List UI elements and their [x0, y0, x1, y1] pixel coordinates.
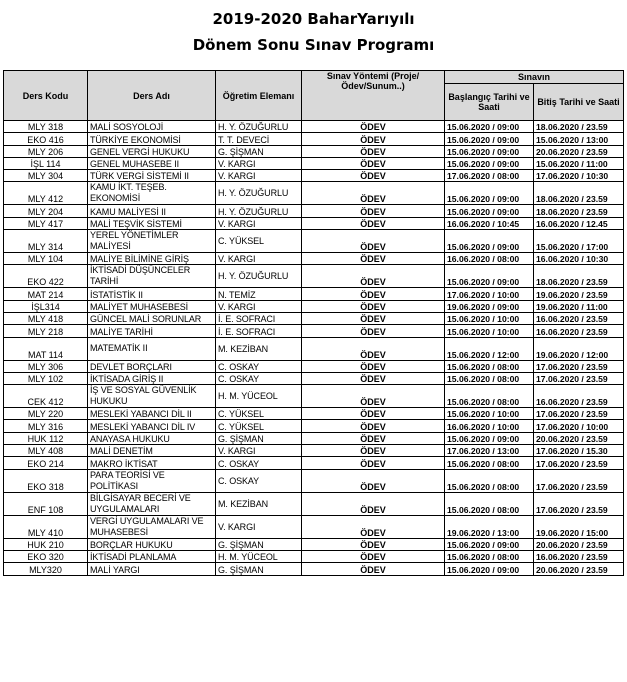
instructor-cell: G. ŞİŞMAN: [216, 563, 302, 575]
instructor-cell: H. Y. ÖZUĞURLU: [216, 182, 302, 205]
exam-method-cell: ÖDEV: [302, 265, 445, 288]
end-datetime-cell: 20.06.2020 / 23.59: [534, 563, 624, 575]
exam-method-cell: ÖDEV: [302, 300, 445, 312]
start-datetime-cell: 15.06.2020 / 09:00: [445, 157, 534, 169]
exam-method-cell: ÖDEV: [302, 432, 445, 444]
end-datetime-cell: 17.06.2020 / 23.59: [534, 360, 624, 372]
exam-method-cell: ÖDEV: [302, 325, 445, 337]
end-datetime-cell: 17.06.2020 / 23.59: [534, 457, 624, 469]
instructor-cell: G. ŞİŞMAN: [216, 538, 302, 550]
end-datetime-cell: 17.06.2020 / 10:00: [534, 420, 624, 432]
course-code-cell: MLY 304: [4, 170, 88, 182]
end-datetime-cell: 17.06.2020 / 23.59: [534, 372, 624, 384]
start-datetime-cell: 15.06.2020 / 09:00: [445, 230, 534, 253]
course-code-cell: MLY 206: [4, 145, 88, 157]
instructor-cell: H. M. YÜCEOL: [216, 385, 302, 408]
course-code-cell: MAT 114: [4, 337, 88, 360]
course-code-cell: MLY 220: [4, 408, 88, 420]
instructor-cell: M. KEZİBAN: [216, 337, 302, 360]
table-row: [4, 325, 624, 337]
course-name-cell: MALİ YARGI: [88, 563, 216, 575]
table-row: [4, 300, 624, 312]
start-datetime-cell: 15.06.2020 / 08:00: [445, 372, 534, 384]
header-instructor: Öğretim Elemanı: [216, 71, 302, 121]
table-row: [4, 312, 624, 324]
table-row: [4, 182, 624, 205]
table-row: [4, 360, 624, 372]
start-datetime-cell: 16.06.2020 / 10:45: [445, 217, 534, 229]
table-row: [4, 538, 624, 550]
end-datetime-cell: 19.06.2020 / 12:00: [534, 337, 624, 360]
exam-method-cell: ÖDEV: [302, 337, 445, 360]
course-code-cell: MLY320: [4, 563, 88, 575]
header-code: Ders Kodu: [4, 71, 88, 121]
course-code-cell: CEK 412: [4, 385, 88, 408]
course-name-cell: BORÇLAR HUKUKU: [88, 538, 216, 550]
start-datetime-cell: 15.06.2020 / 08:00: [445, 360, 534, 372]
end-datetime-cell: 18.06.2020 / 23.59: [534, 121, 624, 133]
exam-method-cell: ÖDEV: [302, 312, 445, 324]
start-datetime-cell: 15.06.2020 / 08:00: [445, 492, 534, 515]
exam-method-cell: ÖDEV: [302, 360, 445, 372]
start-datetime-cell: 17.06.2020 / 08:00: [445, 170, 534, 182]
exam-method-cell: ÖDEV: [302, 182, 445, 205]
start-datetime-cell: 15.06.2020 / 09:00: [445, 563, 534, 575]
instructor-cell: C. YÜKSEL: [216, 420, 302, 432]
exam-schedule-table: [3, 62, 624, 576]
exam-method-cell: ÖDEV: [302, 205, 445, 217]
instructor-cell: G. ŞİŞMAN: [216, 145, 302, 157]
table-row: [4, 337, 624, 360]
course-name-cell: MALİYE TARİHİ: [88, 325, 216, 337]
start-datetime-cell: 15.06.2020 / 09:00: [445, 182, 534, 205]
course-name-cell: MALİYET MUHASEBESİ: [88, 300, 216, 312]
end-datetime-cell: 17.06.2020 / 15.30: [534, 445, 624, 457]
instructor-cell: M. KEZİBAN: [216, 492, 302, 515]
course-code-cell: MLY 316: [4, 420, 88, 432]
table-row: [4, 288, 624, 300]
course-code-cell: MLY 418: [4, 312, 88, 324]
table-row: [4, 420, 624, 432]
instructor-cell: C. OSKAY: [216, 372, 302, 384]
table-row: [4, 457, 624, 469]
instructor-cell: İ. E. SOFRACI: [216, 325, 302, 337]
page-title: 2019-2020 BaharYarıyılı: [212, 10, 415, 28]
end-datetime-cell: 16.06.2020 / 12.45: [534, 217, 624, 229]
table-row: [4, 157, 624, 169]
table-row: [4, 563, 624, 575]
start-datetime-cell: 19.06.2020 / 09:00: [445, 300, 534, 312]
course-code-cell: EKO 214: [4, 457, 88, 469]
end-datetime-cell: 16.06.2020 / 10:30: [534, 253, 624, 265]
header-name: Ders Adı: [88, 71, 216, 121]
end-datetime-cell: 15.06.2020 / 13:00: [534, 133, 624, 145]
exam-method-cell: ÖDEV: [302, 408, 445, 420]
instructor-cell: V. KARGI: [216, 217, 302, 229]
course-name-cell: GENEL MUHASEBE II: [88, 157, 216, 169]
course-code-cell: MLY 412: [4, 182, 88, 205]
course-code-cell: MLY 410: [4, 515, 88, 538]
course-code-cell: İŞL314: [4, 300, 88, 312]
course-code-cell: MLY 218: [4, 325, 88, 337]
exam-method-cell: ÖDEV: [302, 538, 445, 550]
table-row: [4, 432, 624, 444]
course-code-cell: İŞL 114: [4, 157, 88, 169]
exam-method-cell: ÖDEV: [302, 230, 445, 253]
header-method: Sınav Yöntemi (Proje/Ödev/Sunum..): [302, 71, 445, 121]
course-code-cell: MLY 318: [4, 121, 88, 133]
course-code-cell: EKO 422: [4, 265, 88, 288]
exam-method-cell: ÖDEV: [302, 515, 445, 538]
instructor-cell: C. OSKAY: [216, 457, 302, 469]
course-name-cell: MALİ DENETİM: [88, 445, 216, 457]
table-row: [4, 445, 624, 457]
course-name-cell: TÜRK VERGİ SİSTEMİ II: [88, 170, 216, 182]
end-datetime-cell: 18.06.2020 / 23.59: [534, 265, 624, 288]
header-exam-group: Sınavın: [445, 71, 624, 84]
exam-method-cell: ÖDEV: [302, 550, 445, 562]
course-name-cell: MALİ SOSYOLOJİ: [88, 121, 216, 133]
exam-method-cell: ÖDEV: [302, 170, 445, 182]
course-code-cell: MLY 204: [4, 205, 88, 217]
table-body: [4, 121, 624, 576]
exam-method-cell: ÖDEV: [302, 217, 445, 229]
exam-method-cell: ÖDEV: [302, 563, 445, 575]
end-datetime-cell: 15.06.2020 / 17:00: [534, 230, 624, 253]
course-code-cell: MLY 104: [4, 253, 88, 265]
start-datetime-cell: 15.06.2020 / 08:00: [445, 457, 534, 469]
table-row: [4, 145, 624, 157]
course-code-cell: EKO 318: [4, 469, 88, 492]
end-datetime-cell: 20.06.2020 / 23.59: [534, 145, 624, 157]
course-code-cell: MLY 314: [4, 230, 88, 253]
table-row: [4, 205, 624, 217]
header-end: Bitiş Tarihi ve Saati: [534, 84, 624, 121]
table-row: [4, 170, 624, 182]
exam-method-cell: ÖDEV: [302, 492, 445, 515]
course-name-cell: İSTATİSTİK II: [88, 288, 216, 300]
table-row: [4, 253, 624, 265]
course-code-cell: MLY 306: [4, 360, 88, 372]
start-datetime-cell: 15.06.2020 / 09:00: [445, 133, 534, 145]
end-datetime-cell: 20.06.2020 / 23.59: [534, 538, 624, 550]
exam-method-cell: ÖDEV: [302, 157, 445, 169]
start-datetime-cell: 15.06.2020 / 10:00: [445, 408, 534, 420]
course-code-cell: EKO 416: [4, 133, 88, 145]
course-name-cell: KAMU İKT. TEŞEB. EKONOMİSİ: [88, 182, 216, 205]
course-name-cell: İŞ VE SOSYAL GÜVENLİK HUKUKU: [88, 385, 216, 408]
exam-method-cell: ÖDEV: [302, 445, 445, 457]
end-datetime-cell: 17.06.2020 / 23.59: [534, 408, 624, 420]
start-datetime-cell: 15.06.2020 / 08:00: [445, 550, 534, 562]
start-datetime-cell: 16.06.2020 / 10:00: [445, 420, 534, 432]
instructor-cell: C. OSKAY: [216, 360, 302, 372]
course-name-cell: VERGİ UYGULAMALARI VE MUHASEBESİ: [88, 515, 216, 538]
course-code-cell: MAT 214: [4, 288, 88, 300]
end-datetime-cell: 16.06.2020 / 23.59: [534, 550, 624, 562]
exam-method-cell: ÖDEV: [302, 420, 445, 432]
course-name-cell: GENEL VERGİ HUKUKU: [88, 145, 216, 157]
course-name-cell: BİLGİSAYAR BECERİ VE UYGULAMALARI: [88, 492, 216, 515]
course-name-cell: YEREL YÖNETİMLER MALİYESİ: [88, 230, 216, 253]
table-row: [4, 230, 624, 253]
start-datetime-cell: 17.06.2020 / 13:00: [445, 445, 534, 457]
exam-method-cell: ÖDEV: [302, 121, 445, 133]
instructor-cell: H. Y. ÖZUĞURLU: [216, 121, 302, 133]
header-row: [4, 71, 624, 84]
course-name-cell: İKTİSADİ DÜŞÜNCELER TARİHİ: [88, 265, 216, 288]
instructor-cell: V. KARGI: [216, 170, 302, 182]
table-row: [4, 385, 624, 408]
table-row: [4, 372, 624, 384]
end-datetime-cell: 17.06.2020 / 23.59: [534, 469, 624, 492]
end-datetime-cell: 16.06.2020 / 23.59: [534, 385, 624, 408]
end-datetime-cell: 15.06.2020 / 11:00: [534, 157, 624, 169]
end-datetime-cell: 17.06.2020 / 10:30: [534, 170, 624, 182]
end-datetime-cell: 18.06.2020 / 23.59: [534, 205, 624, 217]
course-name-cell: İKTİSADİ PLANLAMA: [88, 550, 216, 562]
table-row: [4, 408, 624, 420]
start-datetime-cell: 15.06.2020 / 09:00: [445, 145, 534, 157]
end-datetime-cell: 16.06.2020 / 23.59: [534, 325, 624, 337]
course-name-cell: DEVLET BORÇLARI: [88, 360, 216, 372]
instructor-cell: V. KARGI: [216, 300, 302, 312]
exam-method-cell: ÖDEV: [302, 385, 445, 408]
exam-method-cell: ÖDEV: [302, 288, 445, 300]
course-name-cell: MESLEKİ YABANCI DİL II: [88, 408, 216, 420]
instructor-cell: G. ŞİŞMAN: [216, 432, 302, 444]
exam-method-cell: ÖDEV: [302, 469, 445, 492]
start-datetime-cell: 15.06.2020 / 10:00: [445, 325, 534, 337]
start-datetime-cell: 15.06.2020 / 09:00: [445, 432, 534, 444]
end-datetime-cell: 17.06.2020 / 23.59: [534, 492, 624, 515]
course-name-cell: MALİYE BİLİMİNE GİRİŞ: [88, 253, 216, 265]
instructor-cell: C. YÜKSEL: [216, 408, 302, 420]
start-datetime-cell: 15.06.2020 / 12:00: [445, 337, 534, 360]
start-datetime-cell: 15.06.2020 / 09:00: [445, 121, 534, 133]
end-datetime-cell: 19.06.2020 / 23.59: [534, 288, 624, 300]
instructor-cell: V. KARGI: [216, 445, 302, 457]
page-subtitle: Dönem Sonu Sınav Programı: [192, 36, 435, 54]
start-datetime-cell: 17.06.2020 / 10:00: [445, 288, 534, 300]
start-datetime-cell: 15.06.2020 / 09:00: [445, 205, 534, 217]
course-name-cell: TÜRKİYE EKONOMİSİ: [88, 133, 216, 145]
table-row: [4, 265, 624, 288]
start-datetime-cell: 15.06.2020 / 10:00: [445, 312, 534, 324]
instructor-cell: H. Y. ÖZUĞURLU: [216, 205, 302, 217]
end-datetime-cell: 20.06.2020 / 23.59: [534, 432, 624, 444]
course-name-cell: MESLEKİ YABANCI DİL IV: [88, 420, 216, 432]
end-datetime-cell: 19.06.2020 / 11:00: [534, 300, 624, 312]
course-code-cell: ENF 108: [4, 492, 88, 515]
start-datetime-cell: 15.06.2020 / 08:00: [445, 385, 534, 408]
course-name-cell: İKTİSADA GİRİŞ II: [88, 372, 216, 384]
instructor-cell: H. Y. ÖZUĞURLU: [216, 265, 302, 288]
course-name-cell: PARA TEORİSİ VE POLİTİKASI: [88, 469, 216, 492]
start-datetime-cell: 15.06.2020 / 09:00: [445, 538, 534, 550]
table-row: [4, 550, 624, 562]
course-code-cell: EKO 320: [4, 550, 88, 562]
header-start: Başlangıç Tarihi ve Saati: [445, 84, 534, 121]
start-datetime-cell: 16.06.2020 / 08:00: [445, 253, 534, 265]
table-row: [4, 121, 624, 133]
instructor-cell: T. T. DEVECİ: [216, 133, 302, 145]
course-code-cell: MLY 417: [4, 217, 88, 229]
course-code-cell: MLY 102: [4, 372, 88, 384]
table-row: [4, 217, 624, 229]
course-code-cell: HUK 210: [4, 538, 88, 550]
exam-method-cell: ÖDEV: [302, 145, 445, 157]
course-name-cell: MATEMATİK II: [88, 337, 216, 360]
instructor-cell: C. YÜKSEL: [216, 230, 302, 253]
instructor-cell: C. OSKAY: [216, 469, 302, 492]
course-name-cell: MALİ TEŞVİK SİSTEMİ: [88, 217, 216, 229]
header-spacer-row: [4, 62, 624, 71]
course-code-cell: HUK 112: [4, 432, 88, 444]
course-name-cell: GÜNCEL MALİ SORUNLAR: [88, 312, 216, 324]
instructor-cell: İ. E. SOFRACI: [216, 312, 302, 324]
course-name-cell: MAKRO İKTİSAT: [88, 457, 216, 469]
instructor-cell: V. KARGI: [216, 515, 302, 538]
course-name-cell: ANAYASA HUKUKU: [88, 432, 216, 444]
course-code-cell: MLY 408: [4, 445, 88, 457]
exam-method-cell: ÖDEV: [302, 457, 445, 469]
start-datetime-cell: 19.06.2020 / 13:00: [445, 515, 534, 538]
table-row: [4, 469, 624, 492]
end-datetime-cell: 16.06.2020 / 23.59: [534, 312, 624, 324]
end-datetime-cell: 18.06.2020 / 23.59: [534, 182, 624, 205]
exam-method-cell: ÖDEV: [302, 372, 445, 384]
table-row: [4, 133, 624, 145]
end-datetime-cell: 19.06.2020 / 15:00: [534, 515, 624, 538]
instructor-cell: N. TEMİZ: [216, 288, 302, 300]
exam-method-cell: ÖDEV: [302, 253, 445, 265]
start-datetime-cell: 15.06.2020 / 08:00: [445, 469, 534, 492]
start-datetime-cell: 15.06.2020 / 09:00: [445, 265, 534, 288]
table-row: [4, 492, 624, 515]
instructor-cell: V. KARGI: [216, 157, 302, 169]
instructor-cell: H. M. YÜCEOL: [216, 550, 302, 562]
instructor-cell: V. KARGI: [216, 253, 302, 265]
course-name-cell: KAMU MALİYESİ II: [88, 205, 216, 217]
table-row: [4, 515, 624, 538]
exam-method-cell: ÖDEV: [302, 133, 445, 145]
